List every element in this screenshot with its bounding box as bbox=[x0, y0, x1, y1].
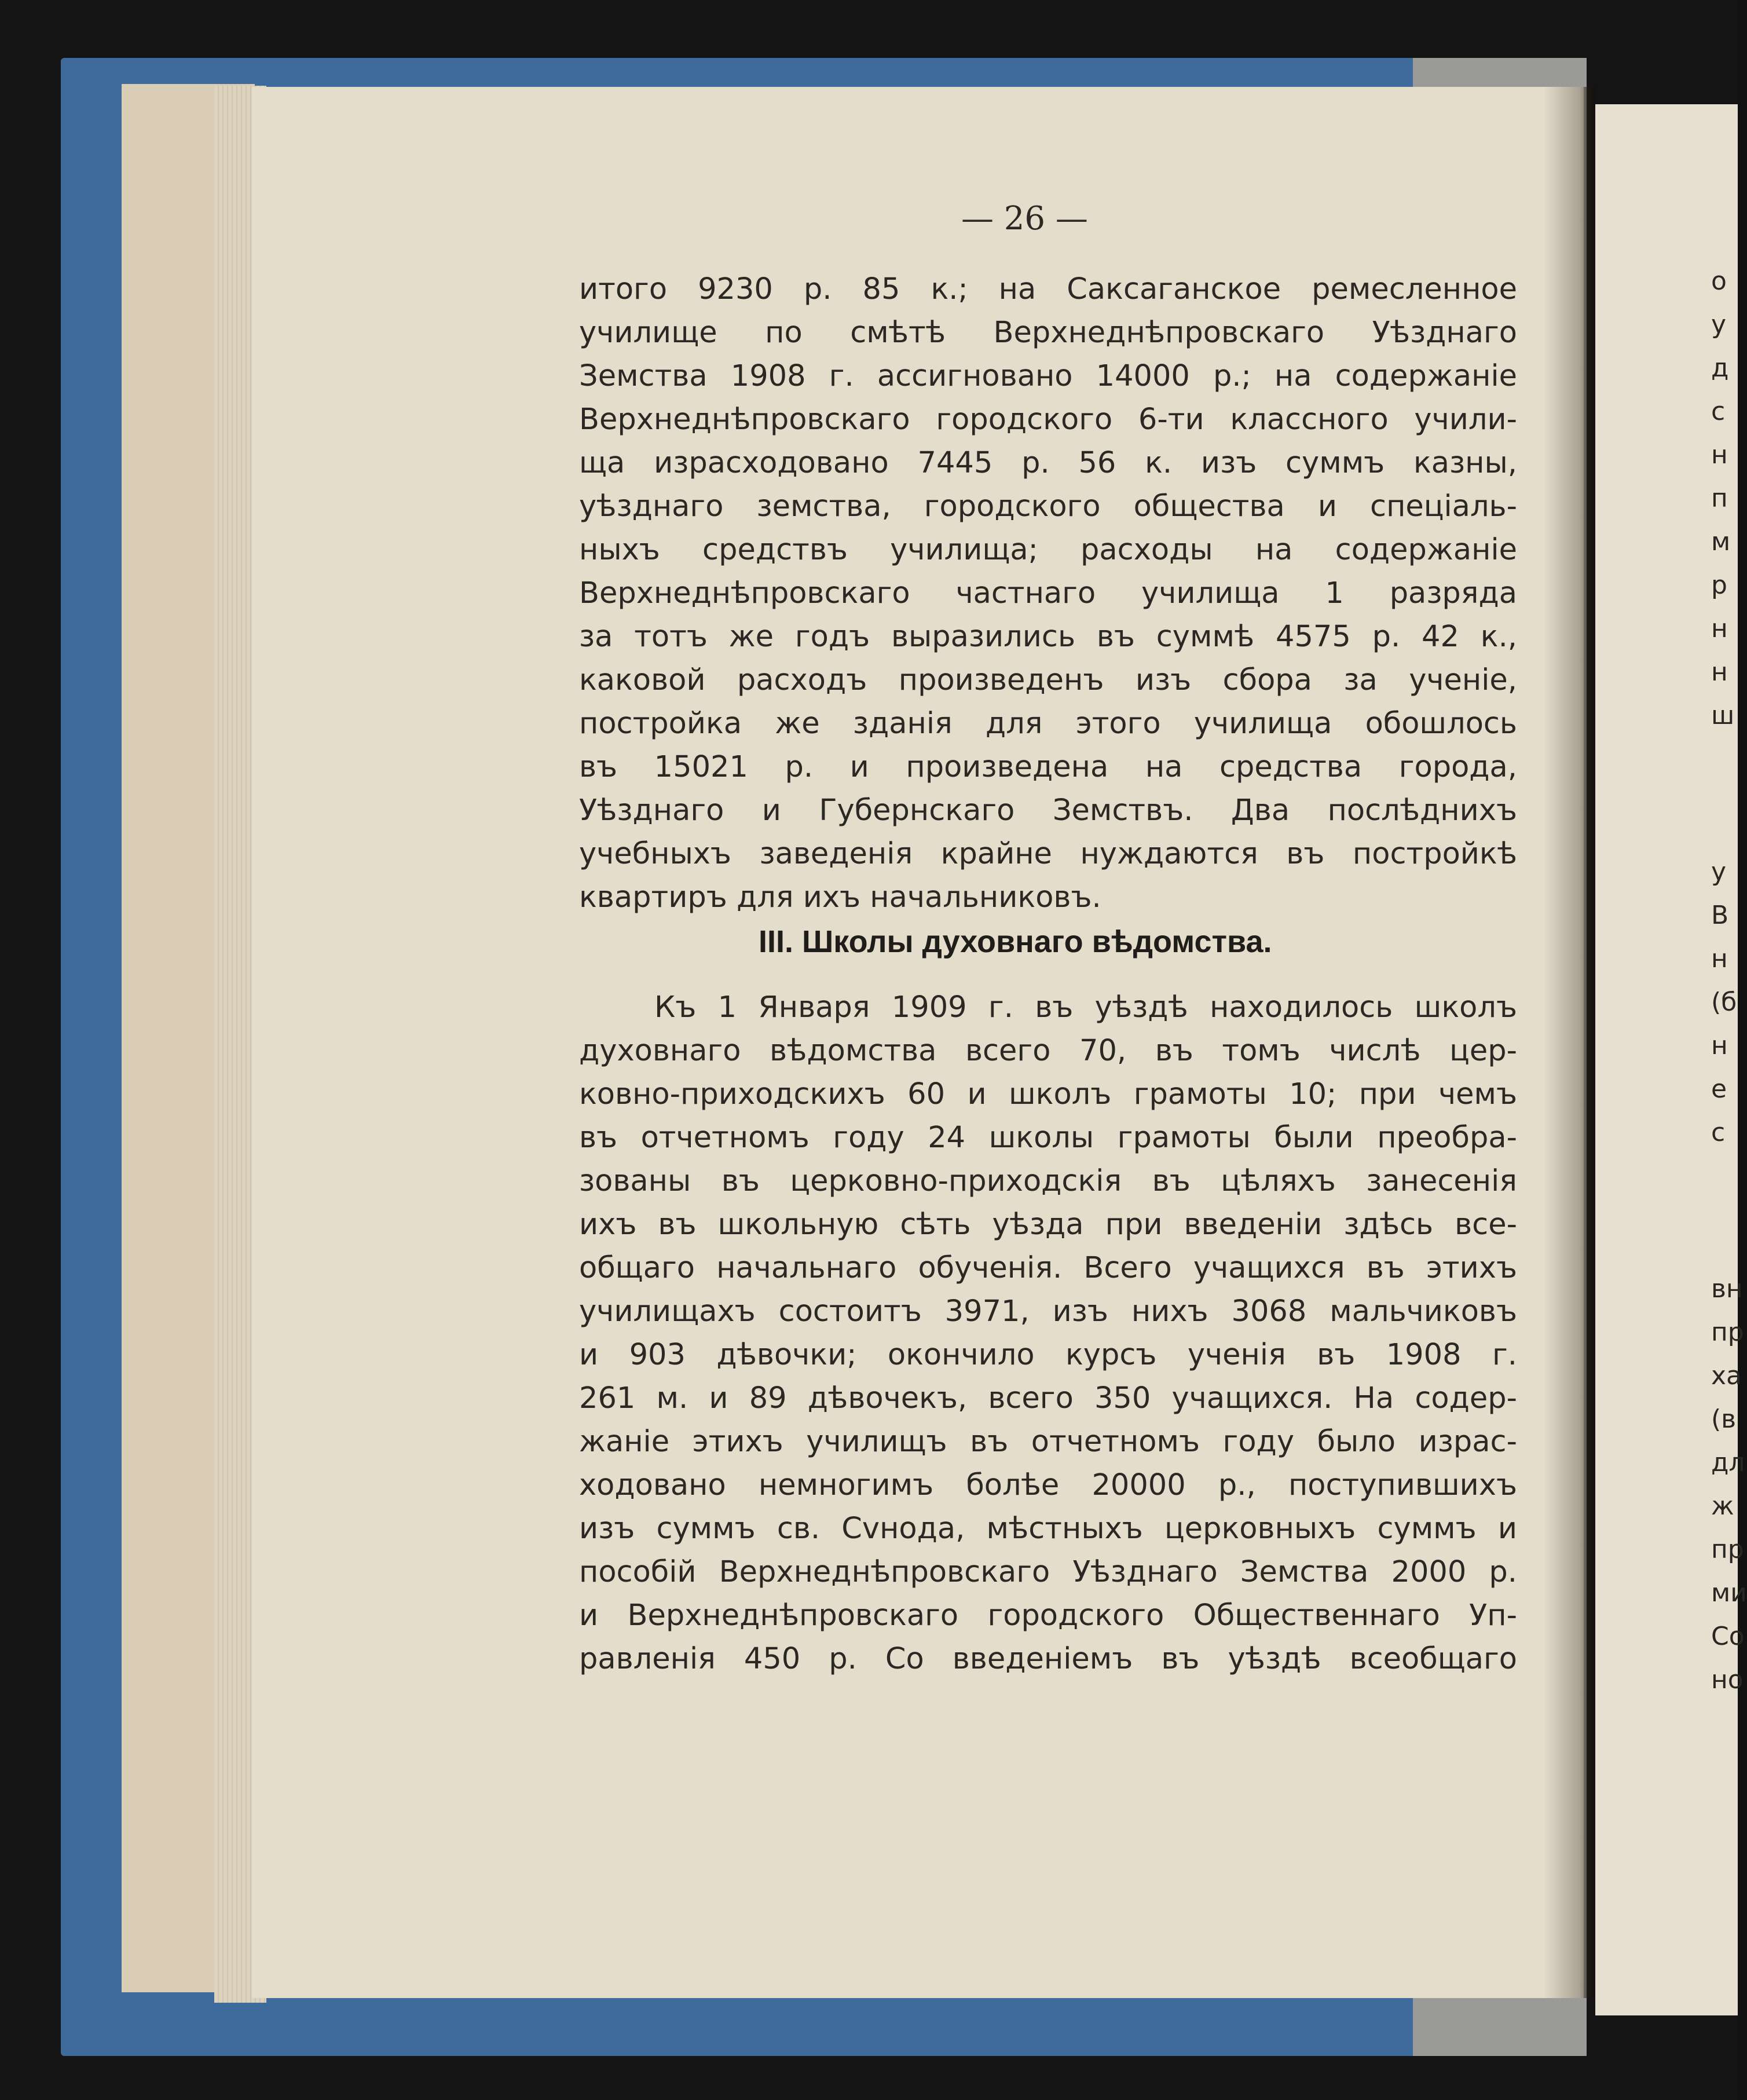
fragment-text: (б bbox=[1711, 987, 1737, 1017]
text-line: Верхнеднѣпровскаго частнаго училища 1 разряда bbox=[579, 576, 1517, 610]
fragment-text: е bbox=[1711, 1074, 1727, 1104]
fragment-text: (в bbox=[1711, 1404, 1737, 1434]
text-line: духовнаго вѣдомства всего 70, въ томъ числѣ цер- bbox=[579, 1034, 1517, 1068]
fragment-text: п bbox=[1711, 484, 1728, 513]
text-line: ходовано немногимъ болѣе 20000 р., поступившихъ bbox=[579, 1468, 1517, 1502]
text-line: Къ 1 Января 1909 г. въ уѣздѣ находилось школъ bbox=[654, 990, 1517, 1025]
fragment-text: дл bbox=[1711, 1448, 1745, 1477]
text-line: квартиръ для ихъ начальниковъ. bbox=[579, 880, 1101, 914]
text-line: и Верхнеднѣпровскаго городского Общественнаго Уп- bbox=[579, 1598, 1517, 1633]
text-line: изъ суммъ св. Сvнода, мѣстныхъ церковныхъ суммъ и bbox=[579, 1512, 1517, 1546]
text-line: жаніе этихъ училищъ въ отчетномъ году было израс- bbox=[579, 1425, 1517, 1459]
text-line: училищахъ состоитъ 3971, изъ нихъ 3068 мальчиковъ bbox=[579, 1294, 1517, 1329]
fragment-text: В bbox=[1711, 901, 1729, 930]
text-line: и 903 дѣвочки; окончило курсъ ученія въ 1908 г. bbox=[579, 1338, 1517, 1372]
fragment-text: пр bbox=[1711, 1318, 1744, 1347]
text-line: Верхнеднѣпровскаго городского 6-ти классного учили- bbox=[579, 403, 1517, 437]
text-line: ихъ въ школьную сѣть уѣзда при введеніи здѣсь все- bbox=[579, 1208, 1517, 1242]
fragment-text: но bbox=[1711, 1665, 1744, 1695]
fragment-text: н bbox=[1711, 657, 1728, 687]
text-line: Земства 1908 г. ассигновано 14000 р.; на содержаніе bbox=[579, 359, 1517, 393]
fragment-text: ха bbox=[1711, 1361, 1742, 1391]
page-number: — 26 — bbox=[961, 200, 1088, 237]
fragment-text: пр bbox=[1711, 1535, 1744, 1564]
text-line: каковой расходъ произведенъ изъ сбора за ученіе, bbox=[579, 663, 1517, 697]
fragment-text: у bbox=[1711, 857, 1727, 887]
fragment-text: н bbox=[1711, 614, 1728, 643]
fragment-text: ж bbox=[1711, 1491, 1734, 1521]
section-heading: III. Школы духовнаго вѣдомства. bbox=[759, 924, 1272, 959]
text-line: зованы въ церковно-приходскія въ цѣляхъ занесенія bbox=[579, 1164, 1517, 1198]
fragment-text: р bbox=[1711, 570, 1727, 600]
text-line: равленія 450 р. Со введеніемъ въ уѣздѣ всеобщаго bbox=[579, 1642, 1517, 1676]
text-line: уѣзднаго земства, городского общества и спеціаль- bbox=[579, 489, 1517, 524]
text-line: за тотъ же годъ выразились въ суммѣ 4575 р. 42 к., bbox=[579, 620, 1517, 654]
text-line: итого 9230 р. 85 к.; на Саксаганское ремесленное bbox=[579, 272, 1517, 306]
fragment-text: д bbox=[1711, 353, 1729, 383]
fragment-text: м bbox=[1711, 527, 1731, 557]
text-line: ныхъ средствъ училища; расходы на содержаніе bbox=[579, 533, 1517, 567]
book-gutter bbox=[1543, 87, 1595, 1998]
text-line: въ 15021 р. и произведена на средства города, bbox=[579, 750, 1517, 784]
text-line: ковно-приходскихъ 60 и школъ грамоты 10; при чемъ bbox=[579, 1077, 1517, 1111]
fragment-text: н bbox=[1711, 944, 1728, 974]
fragment-text: ш bbox=[1711, 701, 1735, 730]
fragment-text: с bbox=[1711, 397, 1726, 426]
text-line: Уѣзднаго и Губернскаго Земствъ. Два послѣднихъ bbox=[579, 793, 1517, 828]
text-line: училище по смѣтѣ Верхнеднѣпровскаго Уѣзднаго bbox=[579, 316, 1517, 350]
text-line: учебныхъ заведенія крайне нуждаются въ постройкѣ bbox=[579, 837, 1517, 871]
text-line: пособій Верхнеднѣпровскаго Уѣзднаго Земства 2000 р. bbox=[579, 1555, 1517, 1589]
text-line: ща израсходовано 7445 р. 56 к. изъ суммъ казны, bbox=[579, 446, 1517, 480]
text-line: общаго начальнаго обученія. Всего учащихся въ этихъ bbox=[579, 1251, 1517, 1285]
fragment-text: о bbox=[1711, 266, 1727, 296]
text-line: въ отчетномъ году 24 школы грамоты были преобра- bbox=[579, 1121, 1517, 1155]
fragment-text: н bbox=[1711, 440, 1728, 470]
fragment-text: н bbox=[1711, 1031, 1728, 1060]
fragment-text: Со bbox=[1711, 1622, 1745, 1651]
fragment-text: у bbox=[1711, 310, 1727, 339]
fragment-text: вн bbox=[1711, 1274, 1743, 1304]
text-line: постройка же зданія для этого училища обошлось bbox=[579, 707, 1517, 741]
fragment-text: ми bbox=[1711, 1578, 1747, 1608]
text-line: 261 м. и 89 дѣвочекъ, всего 350 учащихся. На содер- bbox=[579, 1381, 1517, 1415]
fragment-text: с bbox=[1711, 1118, 1726, 1147]
